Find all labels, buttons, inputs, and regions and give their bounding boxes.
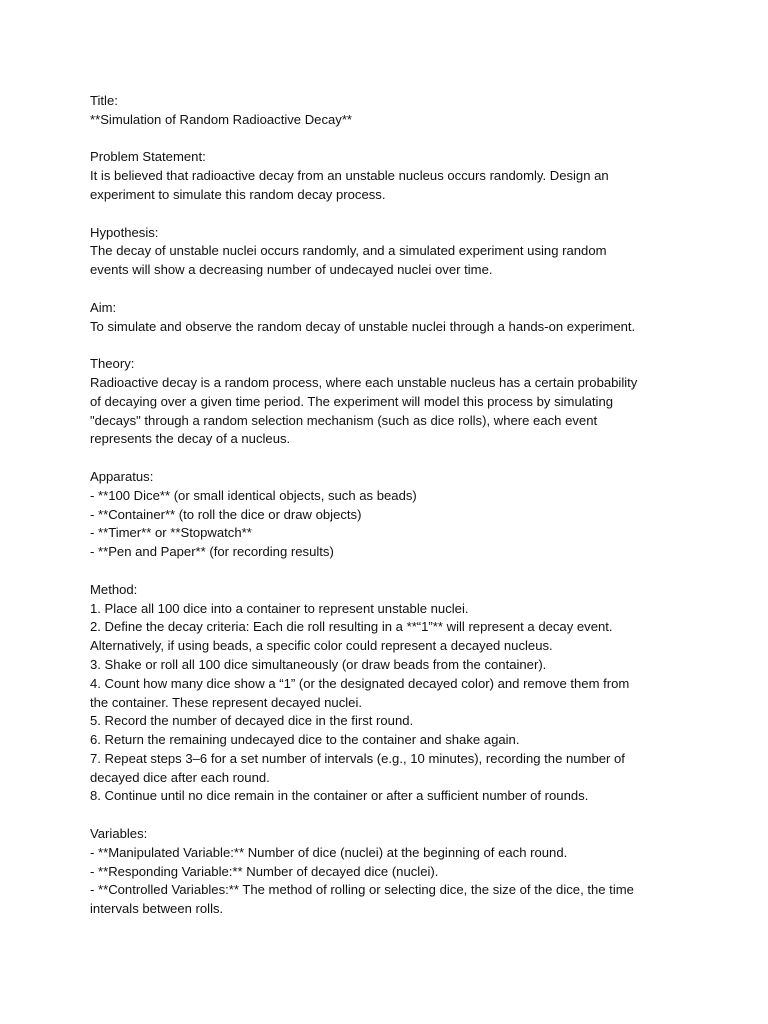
list-item: 3. Shake or roll all 100 dice simultaneously (or draw beads from the container).	[90, 656, 547, 672]
list-item: decayed dice after each round.	[90, 769, 270, 785]
list-item: - **Responding Variable:** Number of decayed dice (nuclei).	[90, 863, 439, 879]
section-label: Problem Statement:	[90, 149, 206, 165]
list-item: 6. Return the remaining undecayed dice to the container and shake again.	[90, 732, 520, 748]
section-label: Theory:	[90, 356, 135, 372]
section-label: Title:	[90, 93, 118, 108]
section-label: Variables:	[90, 826, 148, 842]
text-line: of decaying over a given time period. The experiment will model this process by simulating	[90, 393, 614, 409]
list-item: - **Timer** or **Stopwatch**	[90, 525, 252, 541]
section-label: Method:	[90, 581, 138, 597]
text-line: To simulate and observe the random decay of unstable nuclei through a hands-on experiment.	[90, 318, 636, 334]
text-line: experiment to simulate this random decay process.	[90, 186, 386, 202]
section-label: Aim:	[90, 299, 117, 315]
list-item: 1. Place all 100 dice into a container to represent unstable nuclei.	[90, 600, 469, 616]
list-item: - **Container** (to roll the dice or draw objects)	[90, 506, 362, 522]
text-line: It is believed that radioactive decay from an unstable nucleus occurs randomly. Design an	[90, 168, 609, 184]
list-item: - **100 Dice** (or small identical objects, such as beads)	[90, 487, 417, 503]
section-label: Hypothesis:	[90, 224, 159, 240]
section-theory	[90, 355, 690, 449]
section-variables	[90, 825, 690, 919]
section-title	[90, 92, 690, 130]
text-line: "decays" through a random selection mechanism (such as dice rolls), where each event	[90, 412, 598, 428]
list-item: 4. Count how many dice show a “1” (or the designated decayed color) and remove them from	[90, 675, 630, 691]
section-label: Apparatus:	[90, 468, 154, 484]
section-aim	[90, 299, 690, 337]
list-item: the container. These represent decayed nuclei.	[90, 694, 362, 710]
list-item: 2. Define the decay criteria: Each die roll resulting in a **“1”** will represent a decay event.	[90, 619, 613, 635]
list-item: 5. Record the number of decayed dice in the first round.	[90, 713, 414, 729]
text-line: Radioactive decay is a random process, where each unstable nucleus has a certain probability	[90, 374, 638, 390]
section-hypothesis	[90, 224, 690, 280]
list-item: - **Controlled Variables:** The method of rolling or selecting dice, the size of the dice, the time	[90, 882, 634, 898]
list-item: intervals between rolls.	[90, 901, 224, 917]
text-line: The decay of unstable nuclei occurs randomly, and a simulated experiment using random	[90, 243, 607, 259]
text-line: represents the decay of a nucleus.	[90, 431, 291, 447]
list-item: - **Manipulated Variable:** Number of dice (nuclei) at the beginning of each round.	[90, 844, 568, 860]
list-item: 7. Repeat steps 3–6 for a set number of intervals (e.g., 10 minutes), recording the number of	[90, 750, 625, 766]
document-title: **Simulation of Random Radioactive Decay**	[90, 111, 353, 127]
list-item: 8. Continue until no dice remain in the container or after a sufficient number of rounds.	[90, 788, 589, 804]
section-problem-statement	[90, 148, 690, 204]
list-item: - **Pen and Paper** (for recording results)	[90, 544, 334, 560]
text-line: events will show a decreasing number of undecayed nuclei over time.	[90, 262, 493, 278]
section-apparatus	[90, 468, 690, 562]
section-method	[90, 581, 690, 807]
list-item: Alternatively, if using beads, a specific color could represent a decayed nucleus.	[90, 638, 553, 654]
document-page	[90, 92, 690, 938]
